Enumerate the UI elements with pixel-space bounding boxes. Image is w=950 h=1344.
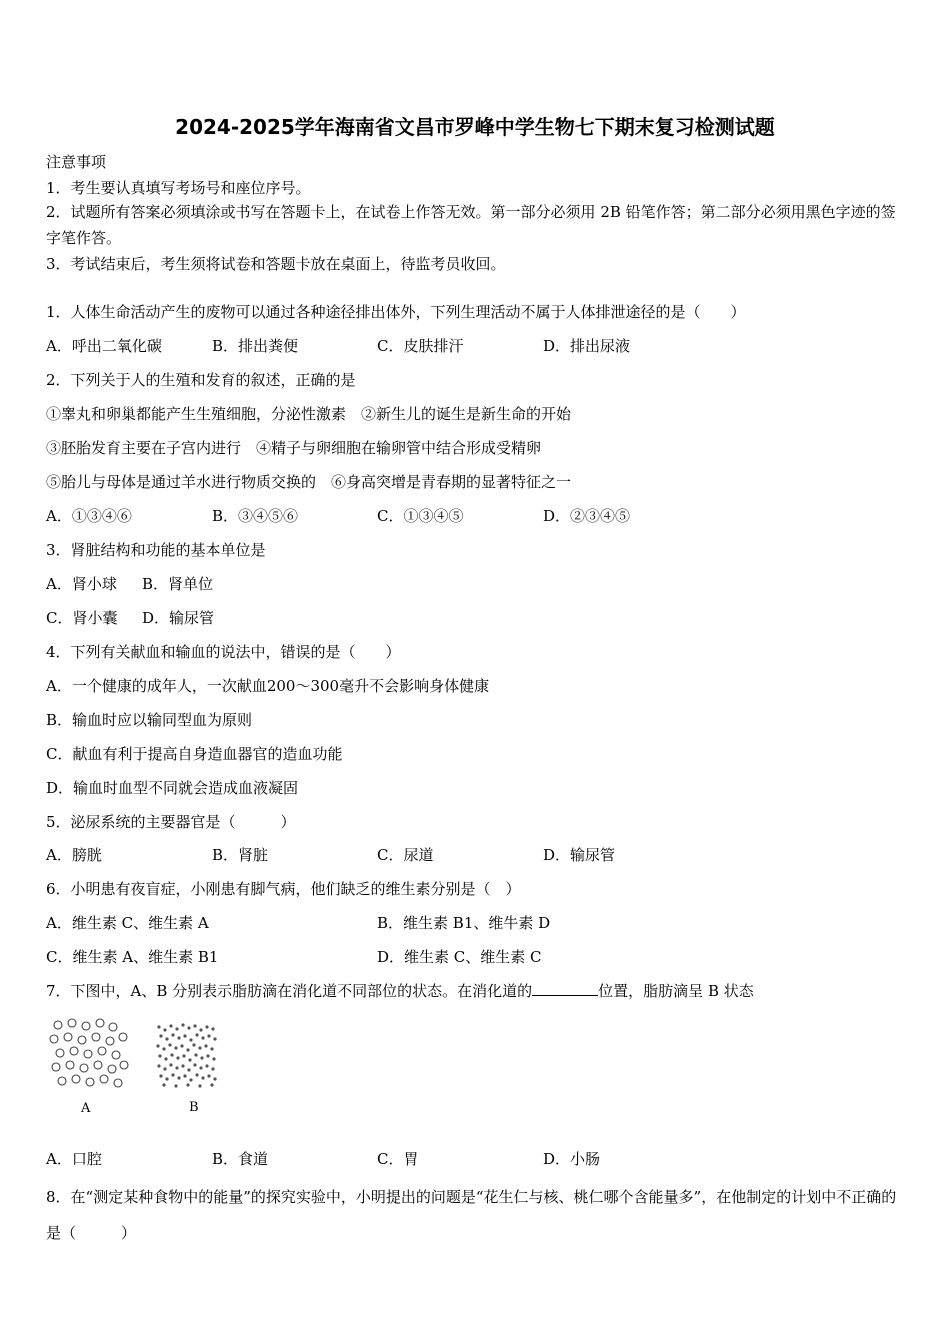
answer-blank [532,981,598,996]
question-2-stem: 2．下列关于人的生殖和发育的叙述，正确的是 [46,371,356,389]
q3-option-a: A．肾小球 [46,575,117,593]
q5-option-b: B．肾脏 [212,846,269,864]
q2-statement: ⑤胎儿与母体是通过羊水进行物质交换的 ⑥身高突增是青春期的显著特征之一 [46,473,572,491]
droplets-a [50,1019,128,1087]
q1-option-b: B．排出粪便 [212,337,299,355]
q6-option-c: C．维生素 A、维生素 B1 [46,948,219,966]
q6-option-d: D．维生素 C、维生素 C [377,948,542,966]
q5-option-d: D．输尿管 [543,846,616,864]
question-1-stem: 1．人体生命活动产生的废物可以通过各种途径排出体外，下列生理活动不属于人体排泄途径的是（ ） [46,303,746,321]
question-6-stem: 6．小明患有夜盲症，小刚患有脚气病，他们缺乏的维生素分别是（ ） [46,880,521,898]
q2-option-d: D．②③④⑤ [543,507,631,525]
q3-option-b: B．肾单位 [142,575,214,593]
q4-option-b: B．输血时应以输同型血为原则 [46,711,253,729]
q2-option-c: C．①③④⑤ [377,507,464,525]
q6-option-a: A．维生素 C、维生素 A [46,914,209,932]
droplets-b [156,1023,216,1087]
q1-option-d: D．排出尿液 [543,337,631,355]
question-8-stem: 8．在“测定某种食物中的能量”的探究实验中，小明提出的问题是“花生仁与核、桃仁哪个含能量多”，在他制定的计划中不正确的是（ ） [46,1188,897,1242]
q4-option-a: A．一个健康的成年人，一次献血200～300毫升不会影响身体健康 [46,677,490,695]
q7-option-c: C．胃 [377,1150,419,1168]
q3-option-c: C．肾小囊 [46,609,118,627]
page-title: 2024-2025学年海南省文昌市罗峰中学生物七下期末复习检测试题 [175,115,775,139]
notice-heading: 注意事项 [46,153,107,171]
q1-option-a: A．呼出二氧化碳 [46,337,162,355]
q7-stem-after: 位置，脂肪滴呈 B 状态 [598,982,754,1000]
q7-option-d: D．小肠 [543,1150,601,1168]
q7-stem-before: 7．下图中，A、B 分别表示脂肪滴在消化道不同部位的状态。在消化道的 [46,982,533,1000]
q2-option-b: B．③④⑤⑥ [212,507,299,525]
figure-label-a: A [81,1101,91,1116]
q2-statement: ③胚胎发育主要在子宫内进行 ④精子与卵细胞在输卵管中结合形成受精卵 [46,439,542,457]
question-5-stem: 5．泌尿系统的主要器官是（ ） [46,813,296,831]
question-7-stem [46,981,754,1001]
q5-option-c: C．尿道 [377,846,434,864]
notice-item: 3．考试结束后，考生须将试卷和答题卡放在桌面上，待监考员收回。 [46,255,506,273]
q2-option-a: A．①③④⑥ [46,507,132,525]
q5-option-a: A．膀胱 [46,846,102,864]
q3-option-d: D．输尿管 [142,609,215,627]
q7-option-a: A．口腔 [46,1150,102,1168]
notice-item: 1．考生要认真填写考场号和座位序号。 [46,179,311,197]
notice-item: 2．试题所有答案必须填涂或书写在答题卡上，在试卷上作答无效。第一部分必须用 2B 铅笔作答；第二部分必须用黑色字迹的签字笔作答。 [46,203,896,247]
q7-option-b: B．食道 [212,1150,269,1168]
question-4-stem: 4．下列有关献血和输血的说法中，错误的是（ ） [46,643,401,661]
figure-label-b: B [189,1100,199,1115]
q1-option-c: C．皮肤排汗 [377,337,464,355]
q2-statement: ①睾丸和卵巢都能产生生殖细胞，分泌性激素 ②新生儿的诞生是新生命的开始 [46,405,572,423]
fat-droplet-diagram [46,1015,236,1095]
q4-option-c: C．献血有利于提高自身造血器官的造血功能 [46,745,343,763]
q4-option-d: D．输血时血型不同就会造成血液凝固 [46,779,299,797]
fat-droplet-figure [46,1015,236,1125]
q6-option-b: B．维生素 B1、维牛素 D [377,914,551,932]
question-3-stem: 3．肾脏结构和功能的基本单位是 [46,541,266,559]
